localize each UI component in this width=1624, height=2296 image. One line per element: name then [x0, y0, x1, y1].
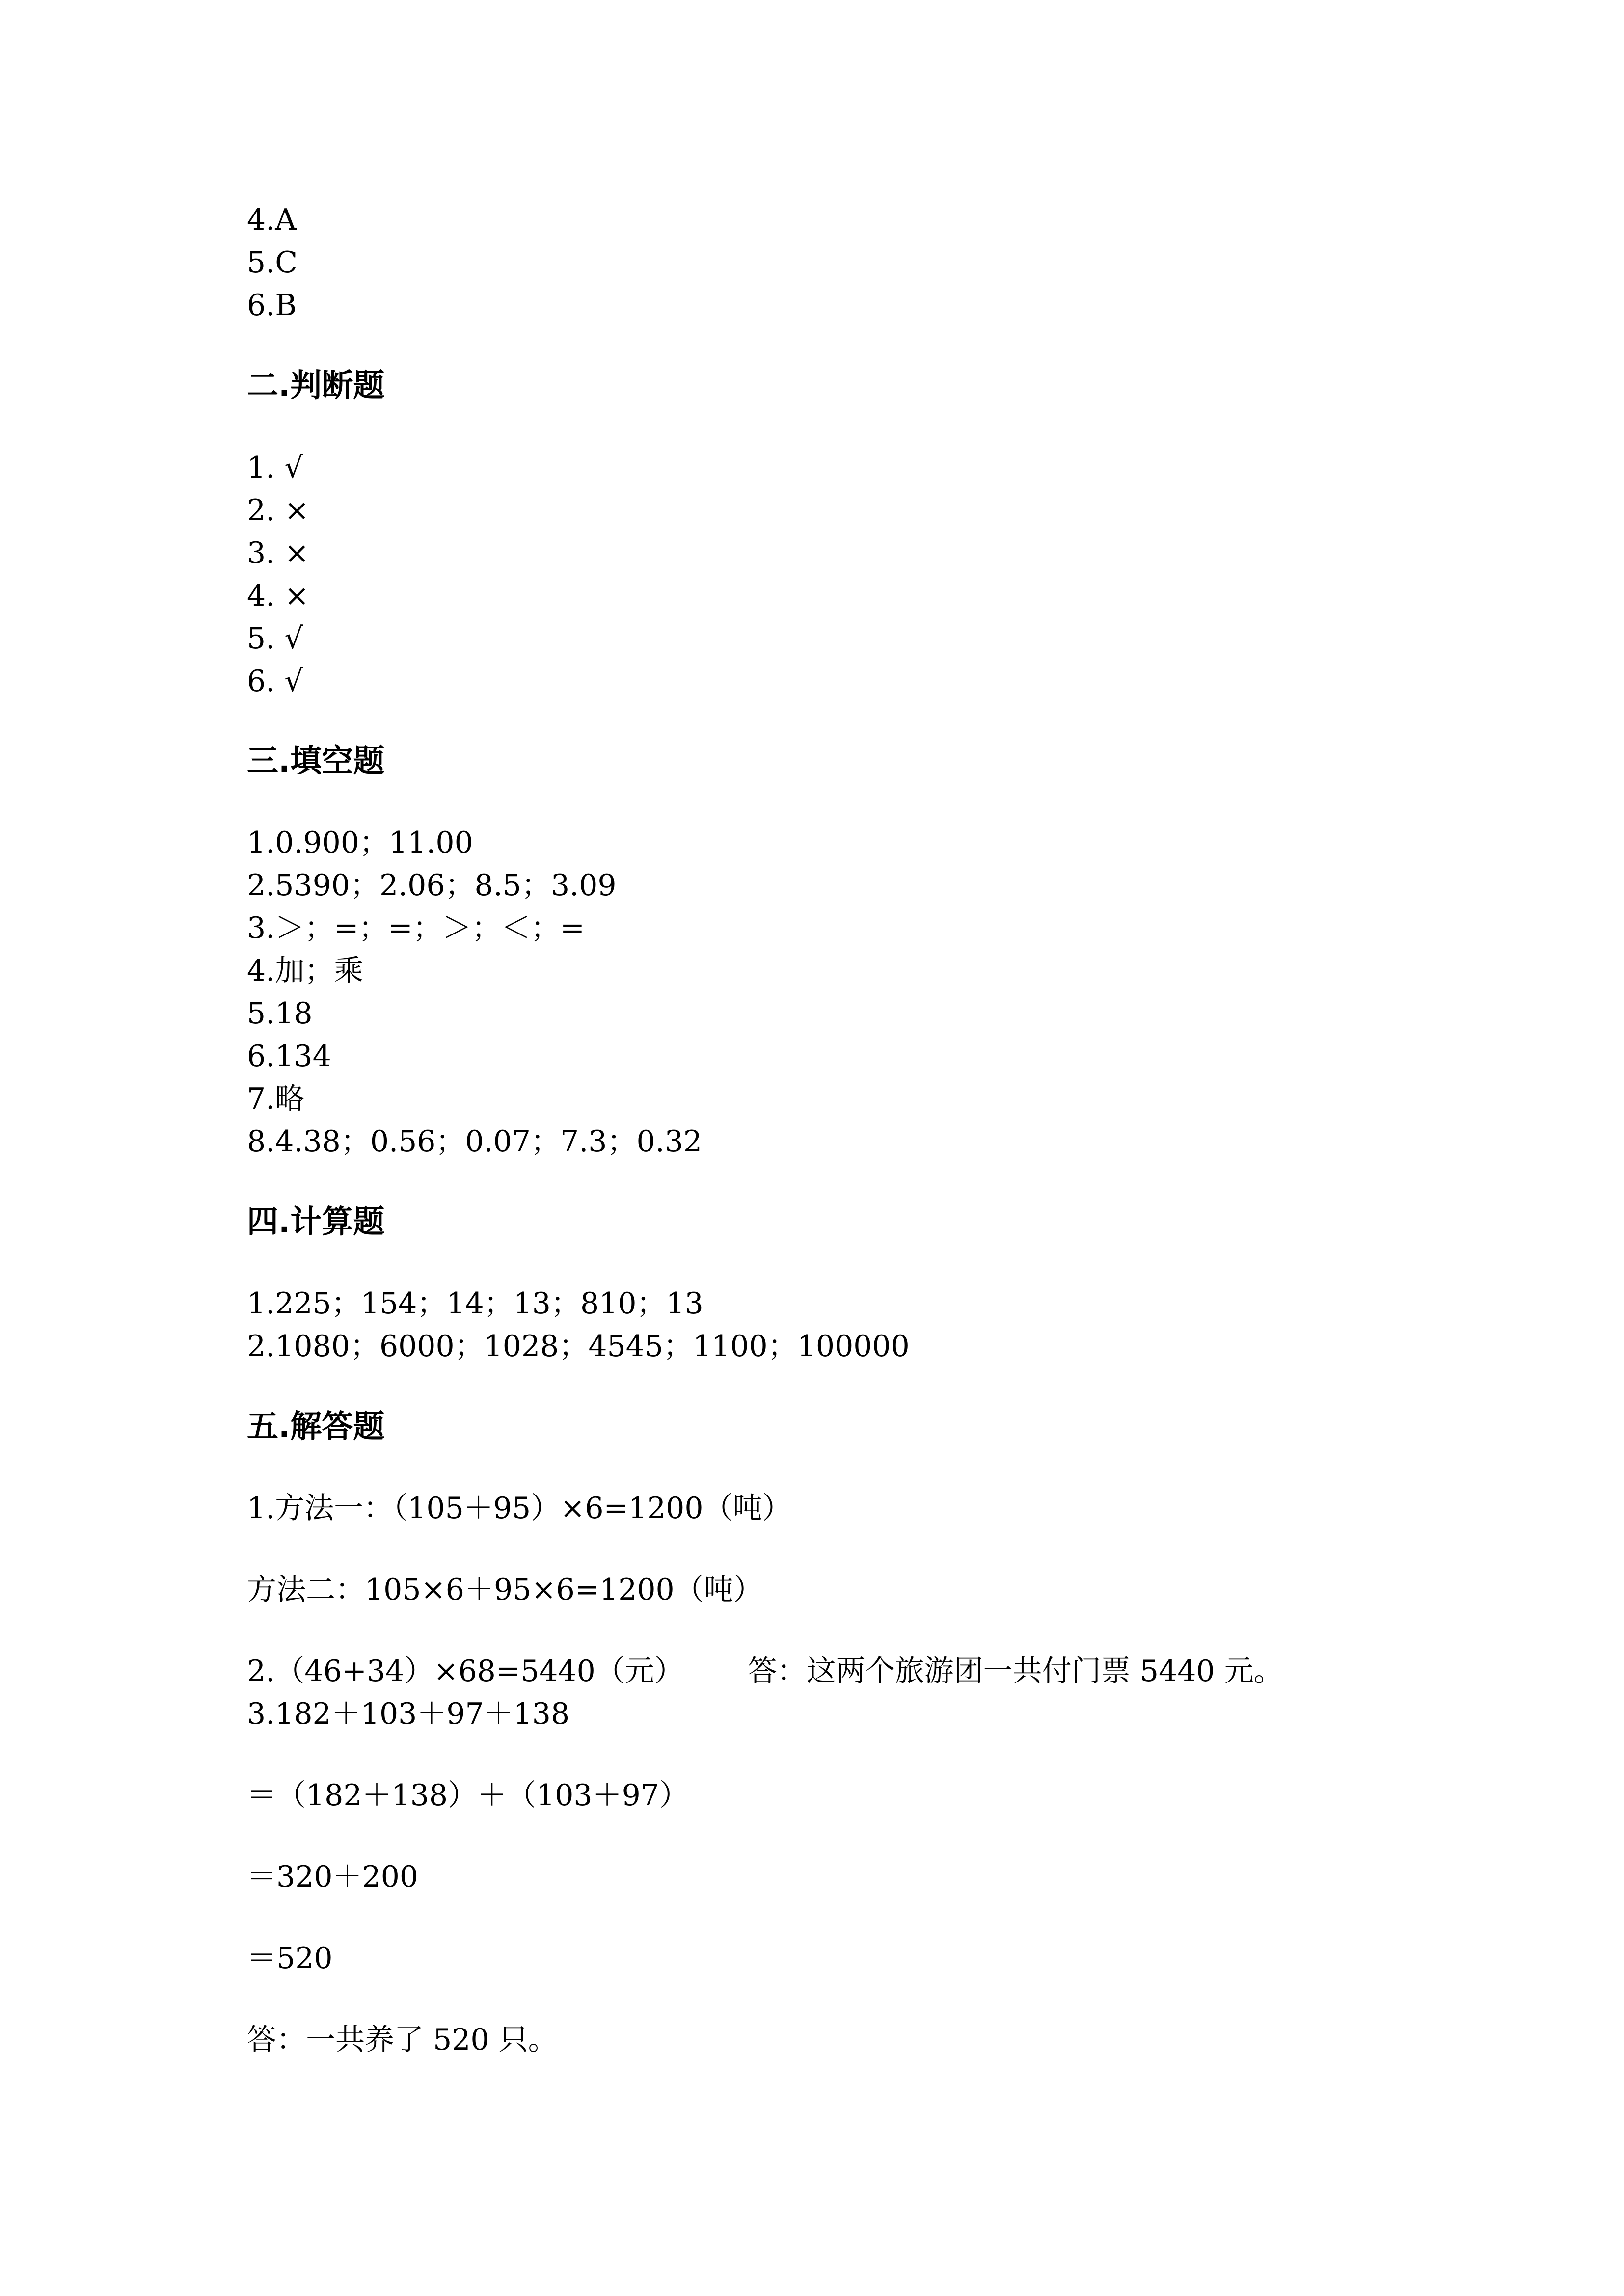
choice-answer-6: 6.B: [247, 288, 297, 322]
solution-q2-answer: 答：这两个旅游团一共付门票 5440 元。: [747, 1654, 1283, 1688]
judgement-answer-4: 4. ×: [247, 579, 309, 613]
section-heading-solution: 五.解答题: [247, 1409, 385, 1445]
fill-answer-2: 2.5390；2.06；8.5；3.09: [247, 868, 617, 903]
solution-q3-result: ＝520: [247, 1941, 333, 1976]
calc-answer-1: 1.225；154；14；13；810；13: [247, 1286, 704, 1321]
fill-answer-7: 7.略: [247, 1082, 305, 1116]
calc-answer-2: 2.1080；6000；1028；4545；1100；100000: [247, 1329, 910, 1363]
judgement-answer-6: 6. √: [247, 664, 303, 698]
judgement-answer-3: 3. ×: [247, 536, 309, 570]
solution-q1-method2: 方法二：105×6＋95×6=1200（吨）: [247, 1573, 763, 1607]
choice-answer-4: 4.A: [247, 203, 297, 237]
solution-q3-step1: ＝（182＋138）＋（103＋97）: [247, 1778, 689, 1813]
fill-answer-4: 4.加；乘: [247, 954, 364, 988]
section-heading-calculation: 四.计算题: [247, 1204, 385, 1240]
section-heading-fill-blank: 三.填空题: [247, 743, 385, 779]
fill-answer-8: 8.4.38；0.56；0.07；7.3；0.32: [247, 1124, 703, 1159]
solution-q3-expression: 3.182＋103＋97＋138: [247, 1697, 570, 1731]
judgement-answer-2: 2. ×: [247, 493, 309, 528]
choice-answer-5: 5.C: [247, 245, 298, 280]
judgement-answer-5: 5. √: [247, 621, 303, 656]
fill-answer-3: 3.＞；=；=；＞；＜；=: [247, 911, 585, 945]
fill-answer-5: 5.18: [247, 996, 313, 1031]
solution-q1-method1: 1.方法一：（105＋95）×6=1200（吨）: [247, 1491, 792, 1525]
judgement-answer-1: 1. √: [247, 451, 303, 485]
solution-q2-calc: 2.（46+34）×68=5440（元）: [247, 1654, 684, 1688]
solution-q3-step2: ＝320＋200: [247, 1860, 419, 1894]
section-heading-judgement: 二.判断题: [247, 368, 385, 404]
solution-q2-line: [247, 1650, 1283, 1693]
fill-answer-1: 1.0.900；11.00: [247, 826, 473, 860]
fill-answer-6: 6.134: [247, 1039, 331, 1073]
solution-q3-answer: 答：一共养了 520 只。: [247, 2023, 558, 2057]
